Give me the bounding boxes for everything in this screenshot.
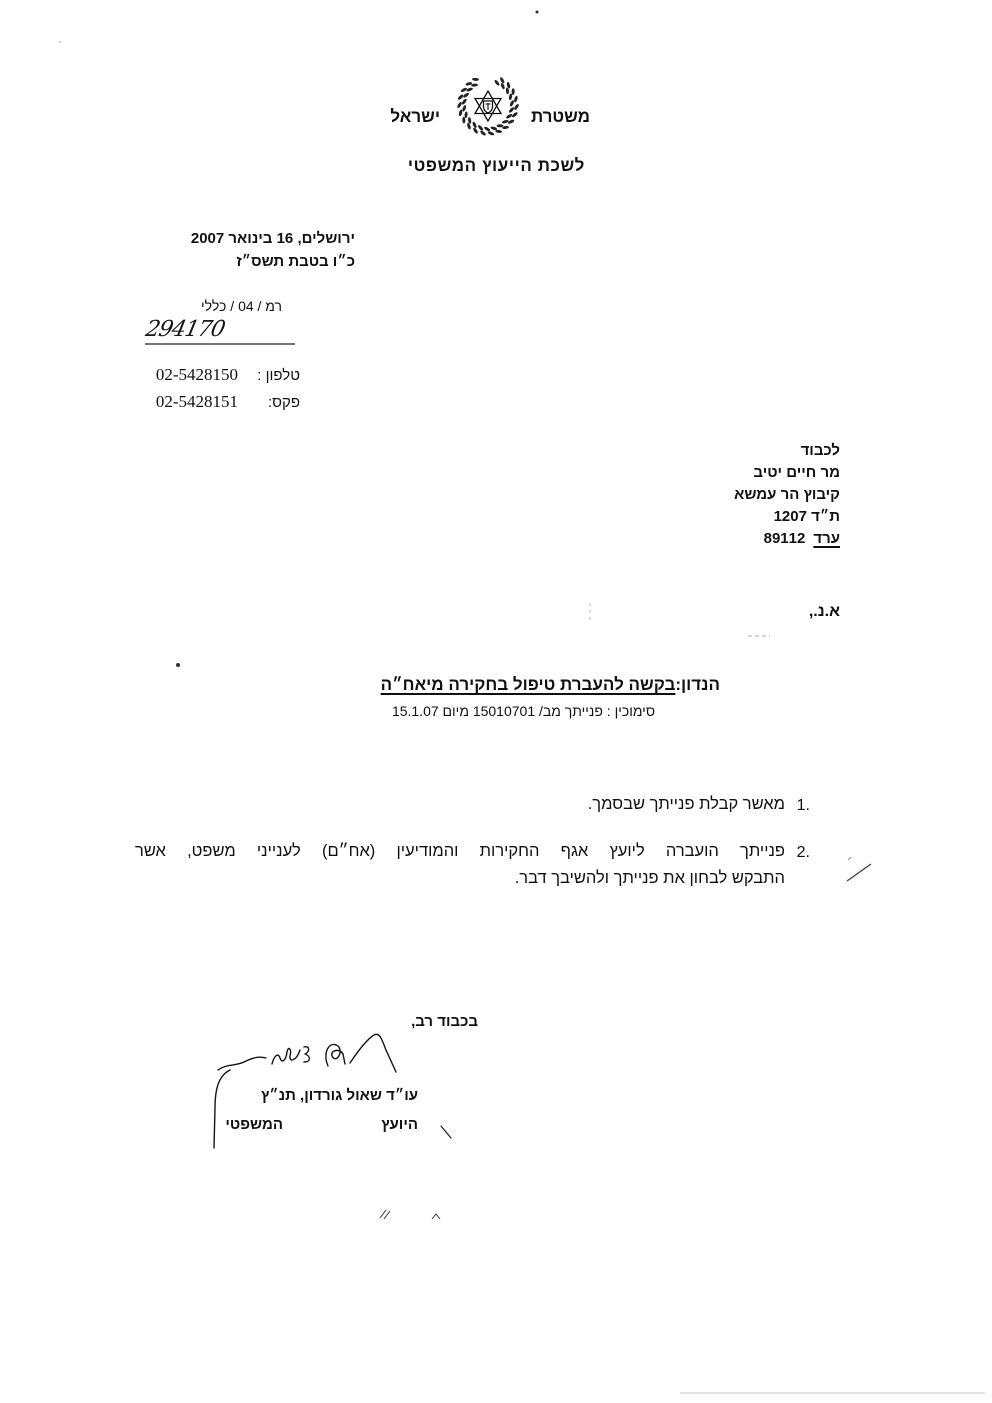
star-down-triangle bbox=[475, 99, 501, 122]
wreath-leaf bbox=[495, 129, 502, 133]
item-number: 1. bbox=[796, 797, 810, 814]
wreath-leaf bbox=[479, 130, 486, 137]
wreath-leaf bbox=[506, 87, 510, 94]
recipient-to: לכבוד bbox=[800, 442, 840, 459]
wreath-leaf bbox=[471, 83, 478, 86]
wreath-leaf bbox=[483, 126, 490, 132]
wreath-leaf bbox=[507, 119, 514, 125]
emblem-shield bbox=[484, 101, 493, 113]
wreath bbox=[457, 77, 520, 137]
wreath-leaf bbox=[502, 119, 509, 124]
wreath-leaf bbox=[497, 124, 504, 127]
item-text: מאשר קבלת פנייתך שבסמך. bbox=[587, 795, 785, 813]
signer-title-part2: המשפטי bbox=[225, 1116, 283, 1133]
wreath-leaf bbox=[500, 82, 505, 89]
subject-line bbox=[381, 675, 720, 695]
signature-curl bbox=[304, 1047, 309, 1062]
wreath-leaf bbox=[457, 101, 463, 108]
fax-number: 02-5428151 bbox=[155, 392, 238, 411]
wreath-leaf bbox=[462, 117, 465, 124]
letterhead-org-right: משטרת bbox=[530, 107, 590, 126]
wreath-leaf bbox=[490, 126, 497, 131]
wreath-leaf bbox=[462, 92, 469, 98]
star-up-triangle bbox=[475, 91, 501, 114]
wreath-leaf bbox=[477, 124, 484, 131]
wreath-leaf bbox=[464, 111, 468, 118]
wreath-leaf bbox=[499, 77, 505, 84]
wreath-leaf bbox=[461, 98, 468, 105]
fax-label: פקס: bbox=[268, 394, 300, 411]
margin-tick bbox=[848, 857, 851, 860]
signature-loop bbox=[326, 1044, 345, 1066]
recipient-city-line bbox=[764, 530, 840, 548]
item-text: פנייתך הועברה ליועץ אגף החקירות והמודיעין (אח״ם) לענייני משפט, אשר bbox=[135, 842, 785, 860]
wreath-leaf bbox=[508, 93, 512, 100]
greeting: א.נ., bbox=[808, 603, 840, 620]
wreath-leaf bbox=[502, 126, 509, 130]
item-text-continuation: התבקש לבחון את פנייתך ולהשיבך דבר. bbox=[514, 869, 785, 887]
wreath-leaf bbox=[509, 100, 515, 107]
signer-name: עו״ד שאול גורדון, תנ״ץ bbox=[261, 1087, 418, 1104]
subject-label: הנדון: bbox=[675, 675, 720, 694]
signature-tick bbox=[441, 1126, 451, 1138]
wreath-leaf bbox=[466, 122, 471, 129]
wreath-leaf bbox=[513, 103, 519, 110]
scan-dot bbox=[536, 11, 538, 13]
wreath-leaf bbox=[511, 111, 518, 118]
signature-vertical-stroke bbox=[214, 1070, 230, 1148]
police-emblem bbox=[457, 77, 520, 137]
wreath-leaf bbox=[466, 87, 473, 92]
closing-regards: בכבוד רב, bbox=[411, 1013, 478, 1030]
recipient-name: מר חיים יטיב bbox=[753, 464, 840, 481]
date-gregorian: ירושלים, 16 בינואר 2007 bbox=[190, 230, 355, 247]
wreath-leaf bbox=[508, 106, 515, 113]
recipient-city: ערד bbox=[813, 530, 840, 547]
wreath-leaf bbox=[513, 95, 518, 102]
date-hebrew: כ״ו בטבת תשס״ז bbox=[236, 253, 355, 270]
wreath-leaf bbox=[472, 127, 478, 134]
signer-title-part1: היועץ bbox=[381, 1116, 418, 1133]
signature-squiggle bbox=[272, 1049, 300, 1064]
signature-wave-stroke bbox=[218, 1057, 266, 1070]
subject-reference: סימוכין : פנייתך מב/ 15010701 מיום 15.1.07 bbox=[391, 703, 655, 719]
wreath-leaf bbox=[506, 82, 511, 89]
wreath-leaf bbox=[460, 87, 467, 93]
margin-slash bbox=[847, 864, 871, 881]
scan-dot bbox=[59, 41, 60, 42]
wreath-leaf bbox=[458, 109, 463, 116]
department-title: לשכת הייעוץ המשפטי bbox=[407, 156, 585, 175]
recipient-address: קיבוץ הר עמשא bbox=[734, 486, 840, 503]
wreath-leaf bbox=[494, 79, 501, 86]
letterhead-org-left: ישראל bbox=[390, 107, 440, 126]
subject-text: בקשה להעברת טיפול בחקירה מיאח״ה bbox=[380, 675, 676, 694]
recipient-po-box: ת״ד 1207 bbox=[773, 508, 840, 525]
scan-dot bbox=[177, 664, 180, 667]
wreath-leaf bbox=[465, 82, 472, 86]
emblem-shield-detail bbox=[486, 103, 491, 110]
phone-number: 02-5428150 bbox=[155, 365, 238, 384]
scan-artifacts bbox=[59, 11, 985, 1393]
file-reference: רמ / 04 / כללי bbox=[200, 298, 282, 314]
wreath-leaf bbox=[462, 105, 467, 112]
bottom-pen-marks bbox=[380, 1210, 440, 1219]
phone-label: טלפון : bbox=[257, 367, 300, 384]
signature-peak-stroke bbox=[350, 1034, 396, 1072]
item-number: 2. bbox=[796, 844, 810, 861]
wreath-leaf bbox=[468, 117, 472, 124]
wreath-leaf bbox=[487, 131, 494, 137]
wreath-leaf bbox=[472, 78, 479, 81]
wreath-leaf bbox=[472, 121, 478, 128]
wreath-leaf bbox=[457, 94, 464, 101]
recipient-zip: 89112 bbox=[763, 530, 806, 547]
handwritten-reference-number: 294170 bbox=[143, 317, 227, 342]
wreath-leaf bbox=[512, 88, 515, 95]
wreath-leaf bbox=[506, 113, 513, 119]
